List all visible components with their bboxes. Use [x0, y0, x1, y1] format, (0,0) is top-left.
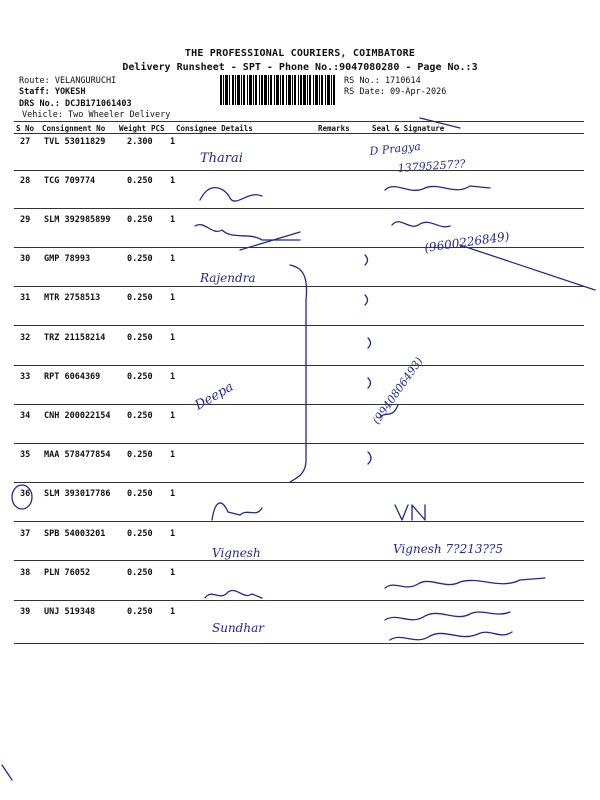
handwritten-phone: (9600226849) — [423, 229, 511, 255]
table-row — [14, 176, 584, 215]
row-divider — [14, 560, 584, 561]
row-divider — [14, 286, 584, 287]
row-sno: 30 — [20, 254, 31, 264]
row-pcs: 1 — [170, 254, 176, 264]
table-row — [14, 607, 584, 646]
row-sno: 35 — [20, 450, 31, 460]
row-sno: 36 — [20, 489, 31, 499]
row-pcs: 1 — [170, 607, 176, 617]
company-title: THE PROFESSIONAL COURIERS, COIMBATORE — [184, 48, 416, 59]
row-sno: 34 — [20, 411, 31, 421]
row-weight: 0.250 — [127, 489, 153, 499]
row-weight: 0.250 — [127, 333, 153, 343]
row-pcs: 1 — [170, 176, 176, 186]
row-sno: 31 — [20, 293, 31, 303]
row-consignment: TRZ 21158214 — [44, 333, 106, 343]
row-weight: 2.300 — [127, 137, 153, 147]
handwritten-name: Sundhar — [212, 621, 264, 635]
handwritten-phone: (9940806493) — [369, 354, 426, 427]
row-divider — [14, 443, 584, 444]
row-consignment: RPT 6064369 — [44, 372, 101, 382]
table-row — [14, 529, 584, 568]
row-pcs: 1 — [170, 529, 176, 539]
row-sno: 33 — [20, 372, 31, 382]
row-consignment: MAA 578477854 — [44, 450, 111, 460]
handwritten-name: Tharai — [200, 151, 243, 166]
table-row — [14, 333, 584, 372]
row-pcs: 1 — [170, 372, 176, 382]
handwritten-name: Vignesh — [212, 546, 261, 560]
col-consignee: Consignee Details — [176, 124, 253, 133]
row-divider — [14, 482, 584, 483]
row-pcs: 1 — [170, 333, 176, 343]
handwritten-name: Deepa — [192, 379, 237, 414]
row-weight: 0.250 — [127, 529, 153, 539]
row-sno: 37 — [20, 529, 31, 539]
row-consignment: CNH 200022154 — [44, 411, 111, 421]
header-top-rule — [14, 121, 584, 122]
row-divider — [14, 247, 584, 248]
handwritten-signature: Vignesh 7?213??5 — [393, 542, 503, 556]
row-consignment: SLM 392985899 — [44, 215, 111, 225]
row-pcs: 1 — [170, 568, 176, 578]
row-weight: 0.250 — [127, 215, 153, 225]
row-pcs: 1 — [170, 489, 176, 499]
row-sno: 32 — [20, 333, 31, 343]
col-seal-signature: Seal & Signature — [372, 124, 445, 133]
table-row — [14, 568, 584, 607]
row-weight: 0.250 — [127, 411, 153, 421]
row-consignment: TVL 53011829 — [44, 137, 106, 147]
row-pcs: 1 — [170, 293, 176, 303]
row-divider — [14, 365, 584, 366]
handwritten-signature: D Pragya — [368, 139, 422, 158]
row-sno: 29 — [20, 215, 31, 225]
table-row — [14, 215, 584, 254]
table-row — [14, 254, 584, 293]
row-divider — [14, 404, 584, 405]
row-consignment: TCG 709774 — [44, 176, 96, 186]
row-sno: 27 — [20, 137, 31, 147]
row-consignment: MTR 2758513 — [44, 293, 101, 303]
row-weight: 0.250 — [127, 450, 153, 460]
row-weight: 0.250 — [127, 293, 153, 303]
table-row — [14, 293, 584, 332]
col-pcs: PCS — [151, 124, 165, 133]
col-consignment: Consignment No — [42, 124, 106, 133]
row-consignment: SLM 393017786 — [44, 489, 111, 499]
ink-stroke — [2, 765, 12, 780]
handwritten-name: Rajendra — [200, 271, 256, 285]
row-sno: 28 — [20, 176, 31, 186]
row-pcs: 1 — [170, 137, 176, 147]
row-consignment: GMP 78993 — [44, 254, 91, 264]
rs-number: RS No.: 1710614 — [344, 76, 421, 86]
table-row — [14, 372, 584, 411]
table-row — [14, 450, 584, 489]
handwritten-phone: 13795257?? — [397, 157, 466, 175]
col-remarks: Remarks — [318, 124, 350, 133]
row-pcs: 1 — [170, 215, 176, 225]
row-divider — [14, 170, 584, 171]
row-weight: 0.250 — [127, 372, 153, 382]
row-sno: 38 — [20, 568, 31, 578]
rs-date: RS Date: 09-Apr-2026 — [344, 87, 447, 97]
row-consignment: SPB 54003201 — [44, 529, 106, 539]
row-weight: 0.250 — [127, 607, 153, 617]
row-weight: 0.250 — [127, 254, 153, 264]
barcode-image — [220, 75, 335, 105]
vehicle-label: Vehicle: Two Wheeler Delivery — [22, 110, 171, 120]
row-divider — [14, 325, 584, 326]
staff-label: Staff: YOKESH — [19, 87, 86, 97]
row-divider — [14, 600, 584, 601]
row-consignment: PLN 76052 — [44, 568, 91, 578]
drs-label: DRS No.: DCJB171061403 — [19, 99, 132, 109]
runsheet-subtitle: Delivery Runsheet - SPT - Phone No.:9047080280 - Page No.:3 — [122, 62, 478, 73]
row-sno: 39 — [20, 607, 31, 617]
header-bottom-rule — [14, 133, 584, 134]
col-weight: Weight — [119, 124, 147, 133]
route-label: Route: VELANGURUCHI — [19, 76, 117, 86]
row-weight: 0.250 — [127, 568, 153, 578]
table-row — [14, 411, 584, 450]
row-pcs: 1 — [170, 450, 176, 460]
col-sno: S No — [16, 124, 35, 133]
row-divider — [14, 208, 584, 209]
row-pcs: 1 — [170, 411, 176, 421]
row-divider — [14, 521, 584, 522]
table-row — [14, 489, 584, 528]
row-weight: 0.250 — [127, 176, 153, 186]
table-bottom-rule — [14, 643, 584, 644]
row-consignment: UNJ 519348 — [44, 607, 96, 617]
